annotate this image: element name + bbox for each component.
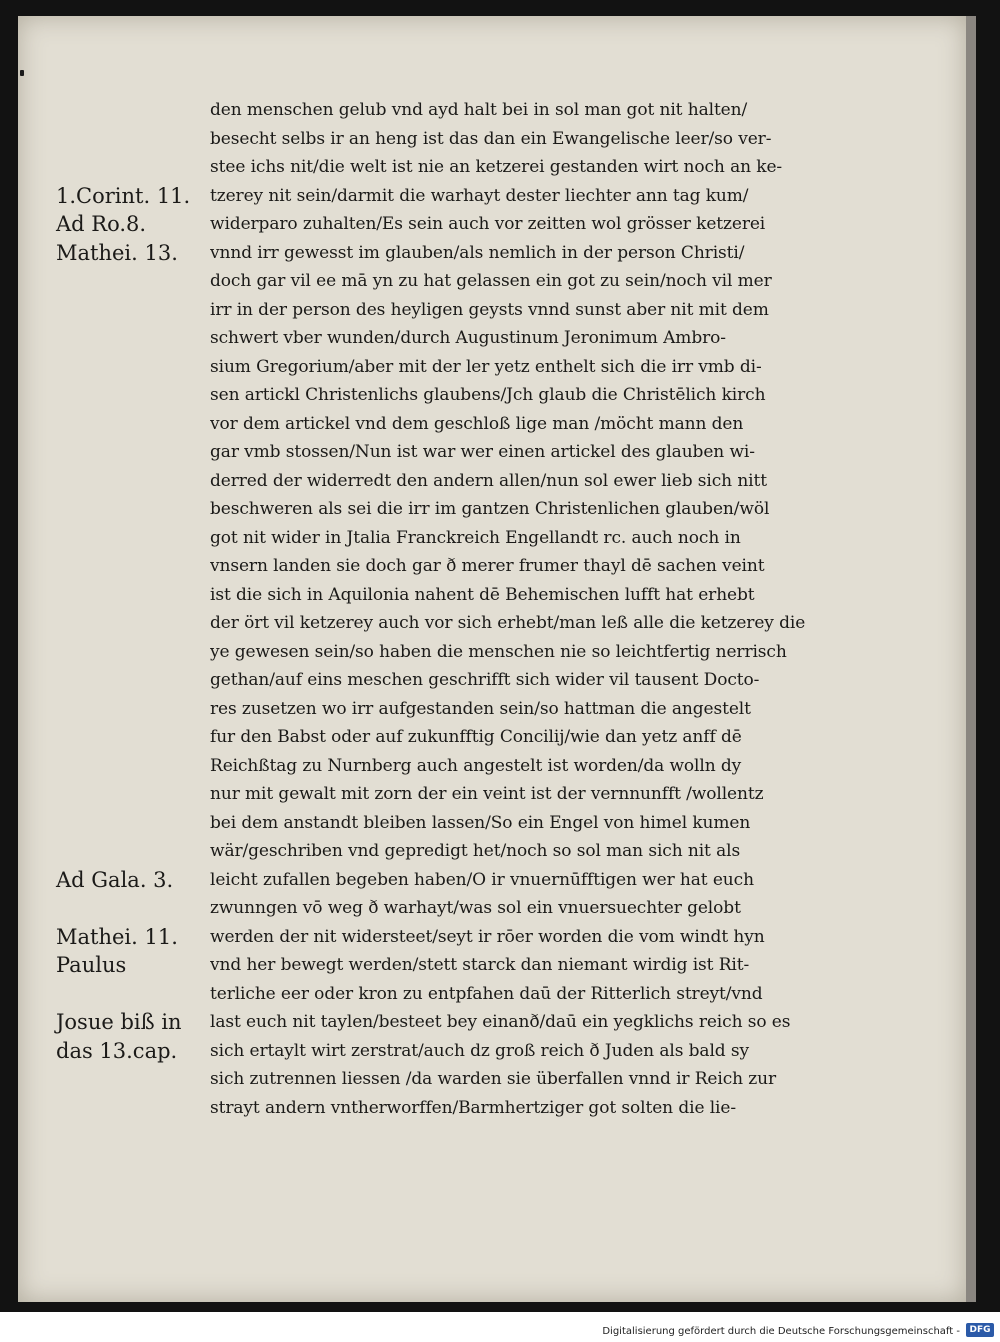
text-line: werden der nit widersteet/seyt ir rōer worden die vom windt hyn	[210, 926, 765, 947]
text-line: vor dem artickel vnd dem geschloß lige man /möcht mann den	[210, 413, 744, 434]
text-line: sium Gregorium/aber mit der ler yetz enthelt sich die irr vmb di-	[210, 356, 762, 377]
text-line: zwunngen vō weg ð warhayt/was sol ein vnuersuechter gelobt	[210, 898, 741, 918]
text-line: den menschen gelub vnd ayd halt bei in sol man got nit halten/	[210, 100, 748, 120]
text-line: schwert vber wunden/durch Augustinum Jeronimum Ambro-	[210, 328, 726, 348]
text-line: sich zutrennen liessen /da warden sie überfallen vnnd ir Reich zur	[210, 1069, 777, 1089]
text-line: gethan/auf eins meschen geschrifft sich wider vil tausent Docto-	[210, 670, 760, 690]
margin-note: Paulus	[56, 953, 127, 977]
text-line: derred der widerredt den andern allen/nun sol ewer lieb sich nitt	[210, 470, 767, 491]
text-line: sen artickl Christenlichs glaubens/Jch glaub die Christēlich kirch	[210, 385, 766, 405]
margin-note: Mathei. 13.	[56, 240, 178, 265]
text-line: last euch nit taylen/besteet bey einanð/daū ein yegklichs reich so es	[210, 1012, 791, 1032]
text-line: got nit wider in Jtalia Franckreich Engellandt rc. auch noch in	[210, 527, 741, 548]
text-line: vnd her bewegt werden/stett starck dan niemant wirdig ist Rit-	[210, 955, 750, 975]
text-line: tzerey nit sein/darmit die warhayt dester liechter ann tag kum/	[210, 185, 749, 206]
margin-note: das 13.cap.	[56, 1038, 178, 1063]
text-line: vnnd irr gewesst im glauben/als nemlich in der person Christi/	[210, 242, 745, 263]
footer-credit: Digitalisierung gefördert durch die Deutsche Forschungsgemeinschaft -	[602, 1326, 960, 1337]
text-line: doch gar vil ee mā yn zu hat gelassen ein got zu sein/noch vil mer	[210, 271, 772, 291]
margin-note: Ad Ro.8.	[56, 212, 147, 236]
text-line: besecht selbs ir an heng ist das dan ein Ewangelische leer/so ver-	[210, 128, 772, 149]
text-line: vnsern landen sie doch gar ð merer frumer thayl dē sachen veint	[210, 556, 765, 576]
margin-note: Josue biß in	[56, 1010, 182, 1034]
text-line: wär/geschriben vnd gepredigt het/noch so sol man sich nit als	[210, 841, 741, 861]
text-line: ye gewesen sein/so haben die menschen nie so leichtfertig nerrisch	[210, 641, 787, 662]
page-edge	[966, 16, 976, 1302]
text-line: ist die sich in Aquilonia nahent dē Behemischen lufft hat erhebt	[210, 584, 755, 605]
text-line: leicht zufallen begeben haben/O ir vnuernūfftigen wer hat euch	[210, 869, 754, 890]
text-line: Reichßtag zu Nurnberg auch angestelt ist worden/da wolln dy	[210, 755, 742, 776]
text-line: beschweren als sei die irr im gantzen Christenlichen glauben/wöl	[210, 499, 770, 519]
text-line: widerparo zuhalten/Es sein auch vor zeitten wol grösser ketzerei	[210, 214, 766, 234]
main-text-block	[210, 96, 950, 1122]
text-line: nur mit gewalt mit zorn der ein veint ist der vernnunfft /wollentz	[210, 784, 764, 804]
text-line: der ört vil ketzerey auch vor sich erhebt/man leß alle die ketzerey die	[210, 613, 806, 633]
margin-note: Mathei. 11.	[56, 924, 178, 949]
text-line: gar vmb stossen/Nun ist war wer einen artickel des glauben wi-	[210, 442, 755, 462]
text-line: strayt andern vntherworffen/Barmhertziger got solten die lie-	[210, 1097, 736, 1118]
text-line: sich ertaylt wirt zerstrat/auch dz groß reich ð Juden als bald sy	[210, 1040, 750, 1061]
margin-note: 1.Corint. 11.	[56, 183, 191, 208]
text-line: terliche eer oder kron zu entpfahen daū der Ritterlich streyt/vnd	[210, 983, 763, 1004]
text-line: bei dem anstandt bleiben lassen/So ein Engel von himel kumen	[210, 812, 751, 833]
text-line: irr in der person des heyligen geysts vnnd sunst aber nit mit dem	[210, 299, 769, 320]
dfg-logo: DFG	[966, 1323, 994, 1337]
text-line: fur den Babst oder auf zukunfftig Concilij/wie dan yetz anff dē	[210, 727, 742, 747]
margin-note: Ad Gala. 3.	[56, 867, 174, 892]
text-line: stee ichs nit/die welt ist nie an ketzerei gestanden wirt noch an ke-	[210, 157, 783, 177]
margin-mark	[20, 70, 24, 76]
text-line: res zusetzen wo irr aufgestanden sein/so hattman die angestelt	[210, 698, 751, 719]
